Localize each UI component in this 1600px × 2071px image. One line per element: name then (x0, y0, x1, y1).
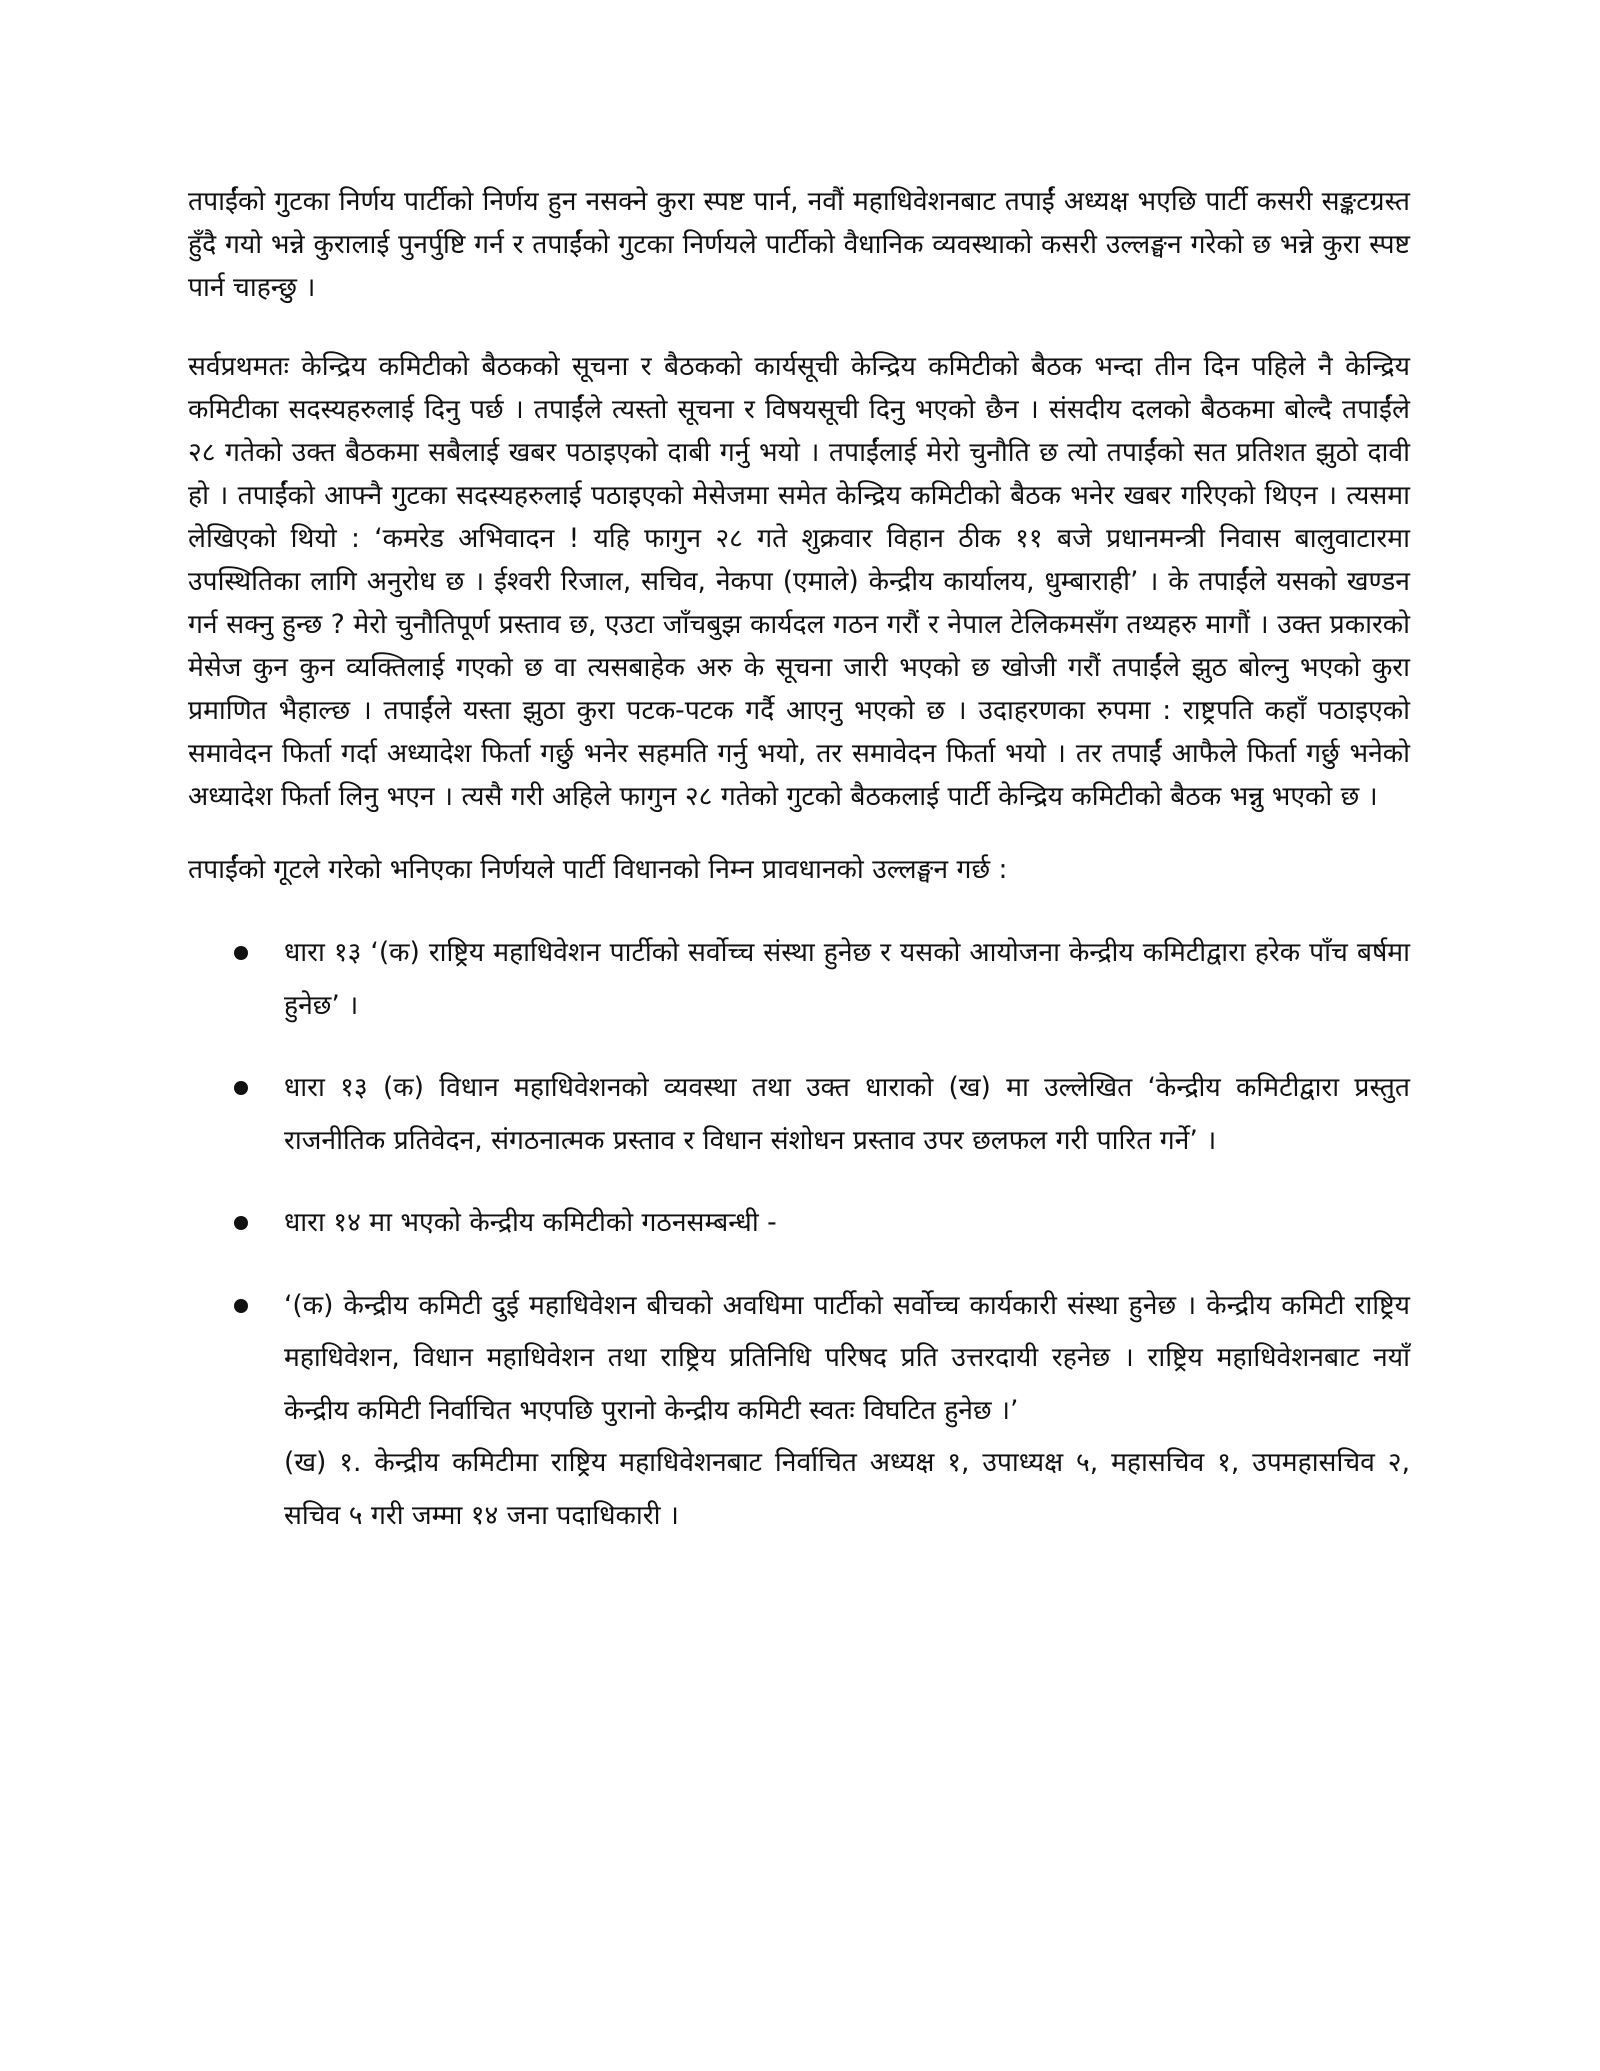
list-item-text: ‘(क) केन्द्रीय कमिटी दुई महाधिवेशन बीचको अवधिमा पार्टीको सर्वोच्च कार्यकारी संस्था हुनेछ । केन्द्रीय कमिटी राष्ट्रिय महाधिवेशन, विधान महाधिवेशन तथा राष्ट्रिय प्रतिनिधि परिषद प्रति उत्तरदायी रहनेछ । राष्ट्रिय महाधिवेशनबाट नयाँ केन्द्रीय कमिटी निर्वाचित भएपछि पुरानो केन्द्रीय कमिटी स्वतः विघटित हुनेछ ।’ (284, 1289, 1410, 1426)
paragraph-violations-intro: तपाईंको गूटले गरेको भनिएका निर्णयले पार्टी विधानको निम्न प्रावधानको उल्लङ्घन गर्छ : (188, 854, 1008, 885)
list-item-text: धारा १४ मा भएको केन्द्रीय कमिटीको गठनसम्बन्धी - (284, 1207, 777, 1238)
document-page (188, 180, 1410, 1542)
paragraph-intro: तपाईंको गुटका निर्णय पार्टीको निर्णय हुन नसक्ने कुरा स्पष्ट पार्न, नवौं महाधिवेशनबाट तपाईं अध्यक्ष भएछि पार्टी कसरी सङ्कटग्रस्त हुँदै गयो भन्ने कुरालाई पुनर्पुष्टि गर्न र तपाईंको गुटका निर्णयले पार्टीको वैधानिक व्यवस्थाको कसरी उल्लङ्घन गरेको छ भन्ने कुरा स्पष्ट पार्न चाहन्छु । (188, 186, 1410, 303)
bullet-icon (234, 1081, 248, 1095)
list-item (188, 927, 1410, 1032)
bullet-icon (234, 1299, 248, 1313)
list-item-text: धारा १३ (क) विधान महाधिवेशनको व्यवस्था तथा उक्त धाराको (ख) मा उल्लेखित ‘केन्द्रीय कमिटीद्वारा प्रस्तुत राजनीतिक प्रतिवेदन, संगठनात्मक प्रस्ताव र विधान संशोधन प्रस्ताव उपर छलफल गरी पारित गर्ने’ । (284, 1072, 1410, 1156)
bullet-icon (234, 946, 248, 960)
list-item (188, 1062, 1410, 1167)
list-item-text: धारा १३ ‘(क) राष्ट्रिय महाधिवेशन पार्टीको सर्वोच्च संस्था हुनेछ र यसको आयोजना केन्द्रीय कमिटीद्वारा हरेक पाँच बर्षमा हुनेछ’ । (284, 937, 1410, 1021)
list-item (188, 1197, 1410, 1250)
subclause-kha: (ख) १. केन्द्रीय कमिटीमा राष्ट्रिय महाधिवेशनबाट निर्वाचित अध्यक्ष १, उपाध्यक्ष ५, महासचिव १, उपमहासचिव २, सचिव ५ गरी जम्मा १४ जना पदाधिकारी । (284, 1447, 1410, 1531)
paragraph-main: सर्वप्रथमतः केन्द्रिय कमिटीको बैठकको सूचना र बैठकको कार्यसूची केन्द्रिय कमिटीको बैठक भन्दा तीन दिन पहिले नै केन्द्रिय कमिटीका सदस्यहरुलाई दिनु पर्छ । तपाईंले त्यस्तो सूचना र विषयसूची दिनु भएको छैन । संसदीय दलको बैठकमा बोल्दै तपाईंले २८ गतेको उक्त बैठकमा सबैलाई खबर पठाइएको दाबी गर्नु भयो । तपाईंलाई मेरो चुनौति छ त्यो तपाईंको सत प्रतिशत झुठो दावी हो । तपाईंको आफ्नै गुटका सदस्यहरुलाई पठाइएको मेसेजमा समेत केन्द्रिय कमिटीको बैठक भनेर खबर गरिएको थिएन । त्यसमा लेखिएको थियो : ‘कमरेड अभिवादन ! यहि फागुन २८ गते शुक्रवार विहान ठीक ११ बजे प्रधानमन्त्री निवास बालुवाटारमा उपस्थितिका लागि अनुरोध छ । ईश्वरी रिजाल, सचिव, नेकपा (एमाले) केन्द्रीय कार्यालय, धुम्बाराही’ । के तपाईंले यसको खण्डन गर्न सक्नु हुन्छ ? मेरो चुनौतिपूर्ण प्रस्ताव छ, एउटा जाँचबुझ कार्यदल गठन गरौं र नेपाल टेलिकमसँग तथ्यहरु मागौं । उक्त प्रकारको मेसेज कुन कुन व्यक्तिलाई गएको छ वा त्यसबाहेक अरु के सूचना जारी भएको छ खोजी गरौं तपाईंले झुठ बोल्नु भएको कुरा प्रमाणित भैहाल्छ । तपाईंले यस्ता झुठा कुरा पटक-पटक गर्दै आएनु भएको छ । उदाहरणका रुपमा : राष्ट्रपति कहाँ पठाइएको समावेदन फिर्ता गर्दा अध्यादेश फिर्ता गर्छु भनेर सहमति गर्नु भयो, तर समावेदन फिर्ता भयो । तर तपाईं आफैले फिर्ता गर्छु भनेको अध्यादेश फिर्ता लिनु भएन । त्यसै गरी अहिले फागुन २८ गतेको गुटको बैठकलाई पार्टी केन्द्रिय कमिटीको बैठक भन्नु भएको छ । (188, 351, 1410, 812)
bullet-icon (234, 1216, 248, 1230)
violation-list (188, 927, 1410, 1437)
list-item (188, 1280, 1410, 1438)
